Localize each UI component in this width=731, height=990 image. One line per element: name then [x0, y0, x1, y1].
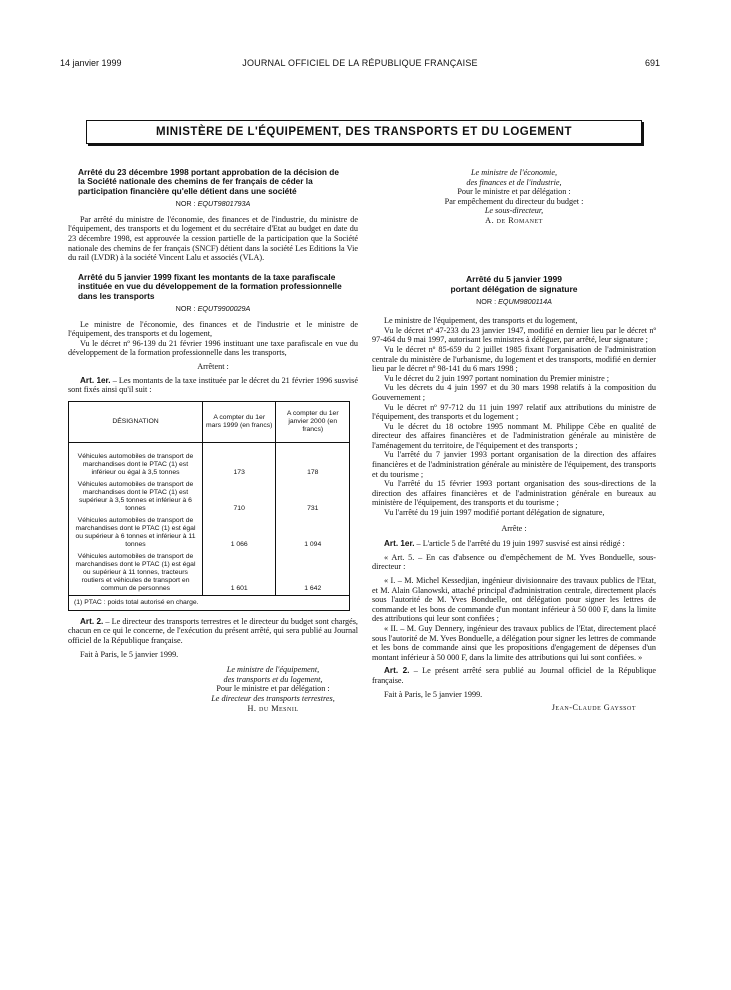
table-cell-1999: 1 601	[202, 551, 276, 596]
decree3-para: Vu l'arrêté du 7 janvier 1993 portant organisation de la direction des affaires financières et de l'administration générale au ministère de l'équipement, des transports et du tourisme ;	[372, 450, 656, 479]
table-cell-designation: Véhicules automobiles de transport de marchandises dont le PTAC (1) est inférieur ou égal à 3,5 tonnes	[69, 442, 203, 479]
decree3-article2	[372, 666, 656, 685]
decree2-sig-line3: Pour le ministre et par délégation :	[216, 684, 330, 694]
ministry-banner: MINISTÈRE DE L'ÉQUIPEMENT, DES TRANSPORTS ET DU LOGEMENT	[86, 120, 642, 144]
decree3-article2-text: – Le présent arrêté sera publié au Journal officiel de la République française.	[372, 666, 656, 685]
decree2-preamble: Le ministre de l'économie, des finances et de l'industrie et le ministre de l'équipement, des transports et du logement,	[68, 319, 358, 339]
decree3-done-at: Fait à Paris, le 5 janvier 1999.	[384, 689, 483, 699]
right-top-sig-line3: Pour le ministre et par délégation :	[457, 187, 571, 197]
table-cell-2000: 1 642	[276, 551, 350, 596]
table-row	[69, 515, 350, 551]
tax-table	[68, 401, 350, 611]
right-top-sig-name: A. de Romanet	[485, 215, 543, 225]
decree3-sig-name: Jean-Claude Gayssot	[551, 703, 636, 713]
decree3-quote-section2: « II. – M. Guy Dennery, ingénieur des travaux publics de l'Etat, directement placé sous l'autorité de M. Yves Bonduelle, a délégation pour signer les lettres de commande et les bons de commande ainsi que les propositions d'engagement de dépenses d'un montant inférieur à 50 000 F, dans la limite des attributions qui lui sont confiées. »	[372, 623, 656, 662]
page-header	[60, 58, 660, 72]
decree3-article1	[372, 539, 656, 549]
decree3-nor-code: EQUM9800114A	[498, 296, 552, 306]
decree3-nor-label: NOR :	[476, 296, 497, 306]
table-row	[69, 551, 350, 596]
tax-table-header-1999: A compter du 1er mars 1999 (en francs)	[202, 401, 276, 442]
decree3-article1-text: – L'article 5 de l'arrêté du 19 juin 1997 susvisé est ainsi rédigé :	[414, 539, 625, 549]
tax-table-header-row	[69, 401, 350, 442]
decree1-title: Arrêté du 23 décembre 1998 portant approbation de la décision de la Société nationale des chemins de fer français de céder la participation financière qu'elle détient dans une société	[78, 167, 339, 196]
decree2-visa: Vu le décret nº 96-139 du 21 février 1996 instituant une taxe parafiscale en vue du développement de la formation professionnelle dans les transports,	[68, 338, 358, 358]
decree3-para: Vu le décret du 2 juin 1997 portant nomination du Premier ministre ;	[384, 373, 610, 383]
decree3-title-line2: portant délégation de signature	[450, 283, 578, 294]
table-row	[69, 479, 350, 515]
decree3-arrete: Arrête :	[501, 523, 527, 533]
table-cell-1999: 173	[202, 442, 276, 479]
decree2-article2-label: Art. 2.	[80, 616, 104, 626]
right-top-signature	[372, 168, 656, 226]
right-top-sig-line5: Le sous-directeur,	[484, 206, 544, 216]
decree3-para: Vu l'arrêté du 19 juin 1997 modifié portant délégation de signature,	[384, 508, 605, 518]
right-column	[372, 168, 656, 713]
decree1-nor	[68, 199, 358, 209]
decree2-title: Arrêté du 5 janvier 1999 fixant les montants de la taxe parafiscale instituée en vue du développement de la formation professionnelle dans les transports	[78, 271, 342, 301]
header-journal-title: JOURNAL OFFICIEL DE LA RÉPUBLIQUE FRANÇAISE	[242, 58, 478, 68]
decree3-para: Vu les décrets du 4 juin 1997 et du 30 mars 1998 relatifs à la composition du Gouvernement ;	[372, 383, 656, 402]
decree2-sig-line2: des transports et du logement,	[223, 674, 323, 684]
decree2-article1-text: – Les montants de la taxe instituée par le décret du 21 février 1996 susvisé sont fixés ainsi qu'il suit :	[68, 375, 358, 395]
decree2-signature	[68, 665, 358, 713]
table-row	[69, 442, 350, 479]
decree3-para: Le ministre de l'équipement, des transports et du logement,	[384, 316, 578, 326]
decree1-nor-code: EQUT9801793A	[197, 199, 251, 209]
decree3-para: Vu l'arrêté du 15 février 1993 portant organisation des sous-directions de la direction des affaires financières et de l'administration générale en bureaux au ministère de l'équipement, des transports et du tourisme ;	[372, 479, 656, 508]
table-cell-1999: 1 066	[202, 515, 276, 551]
decree1-nor-label: NOR :	[175, 199, 196, 209]
decree1-body: Par arrêté du ministre de l'économie, des finances et de l'industrie, du ministre de l'équipement, des transports et du logement et du secrétaire d'Etat au budget en date du 23 décembre 1998, est approuvée la cession partielle de la participation que la Société nationale des chemins de fer français (SNCF) détient dans la société Les Editions la Vie du rail (LVDR) à la société Vincent Lalu et associés (VLA).	[68, 214, 358, 263]
decree3-title-line1: Arrêté du 5 janvier 1999	[466, 273, 562, 284]
decree3-nor	[372, 297, 656, 307]
table-cell-1999: 710	[202, 479, 276, 515]
left-column	[68, 168, 358, 713]
decree2-article1-label: Art. 1er.	[80, 375, 111, 385]
table-cell-designation: Véhicules automobiles de transport de marchandises dont le PTAC (1) est égal ou supérieur à 11 tonnes, tracteurs routiers et véhicules de transport en commun de personnes	[69, 551, 203, 596]
table-cell-designation: Véhicules automobiles de transport de marchandises dont le PTAC (1) est égal ou supérieur à 6 tonnes et inférieur à 11 tonnes	[69, 515, 203, 551]
decree3-para: Vu le décret du 18 octobre 1995 nommant M. Philippe Cèbe en qualité de directeur des affaires financières et de l'administration générale au ministère de l'aménagement du territoire, de l'équipement et des transports ;	[372, 421, 656, 450]
table-cell-2000: 731	[276, 479, 350, 515]
decree2-nor-code: EQUT9900029A	[197, 304, 251, 313]
decree2-nor	[68, 304, 358, 314]
table-cell-2000: 178	[276, 442, 350, 479]
tax-table-header-designation: DÉSIGNATION	[69, 401, 203, 442]
decree2-sig-line1: Le ministre de l'équipement,	[226, 665, 320, 675]
tax-table-footnote: (1) PTAC : poids total autorisé en charge.	[69, 595, 350, 610]
right-top-sig-line4: Par empêchement du directeur du budget :	[444, 196, 584, 206]
decree2-sig-line4: Le directeur des transports terrestres,	[211, 693, 335, 703]
table-cell-2000: 1 094	[276, 515, 350, 551]
decree2-arretent: Arrêtent :	[197, 361, 229, 371]
decree3-quote-section1: « I. – M. Michel Kessedjian, ingénieur divisionnaire des travaux publics de l'Etat, et M. Alain Glanowski, attaché principal d'administration centrale, directement placés sous l'autorité de M. Yves Bonduelle, ont délégation pour signer les lettres de commande et les bons de commande d'un montant inférieur à 50 000 F, dans la limite des attributions qui leur sont confiées ;	[372, 576, 656, 624]
header-page-number: 691	[644, 58, 660, 68]
header-date: 14 janvier 1999	[60, 58, 122, 68]
tax-table-header-2000: A compter du 1er janvier 2000 (en francs)	[276, 401, 350, 442]
decree3-para: Vu le décret nº 97-712 du 11 juin 1997 relatif aux attributions du ministre de l'équipement, des transports et du logement ;	[372, 402, 656, 422]
decree3-para: Vu le décret nº 85-659 du 2 juillet 1985 fixant l'organisation de l'administration centrale du ministère de l'urbanisme, du logement et des transports, modifié en dernier lieu par le décret nº 98-141 du 6 mars 1998 ;	[372, 344, 656, 374]
table-cell-designation: Véhicules automobiles de transport de marchandises dont le PTAC (1) est supérieur à 3,5 tonnes et inférieur à 6 tonnes	[69, 479, 203, 515]
right-top-sig-line1: Le ministre de l'économie,	[470, 168, 558, 177]
decree3-article2-label: Art. 2.	[384, 666, 410, 676]
tax-table-footnote-row	[69, 595, 350, 610]
decree3-para: Vu le décret nº 47-233 du 23 janvier 1947, modifié en dernier lieu par le décret nº 97-464 du 9 mai 1997, autorisant les ministres à déléguer, par arrêté, leur signature ;	[372, 325, 656, 345]
decree2-article2-text: – Le directeur des transports terrestres et le directeur du budget sont chargés, chacun en ce qui le concerne, de l'exécution du présent arrêté, qui sera publié au Journal officiel de la République française.	[68, 616, 358, 645]
decree2-sig-name: H. du Mesnil	[247, 703, 299, 713]
decree3-article1-label: Art. 1er.	[384, 539, 415, 549]
decree2-done-at: Fait à Paris, le 5 janvier 1999.	[80, 649, 179, 659]
decree2-nor-label: NOR :	[175, 304, 196, 313]
right-top-sig-line2: des finances et de l'industrie,	[466, 177, 562, 187]
decree3-quote-art5: « Art. 5. – En cas d'absence ou d'empêchement de M. Yves Bonduelle, sous-directeur :	[372, 552, 656, 572]
decree2-article1	[68, 376, 358, 395]
decree2-article2	[68, 617, 358, 646]
